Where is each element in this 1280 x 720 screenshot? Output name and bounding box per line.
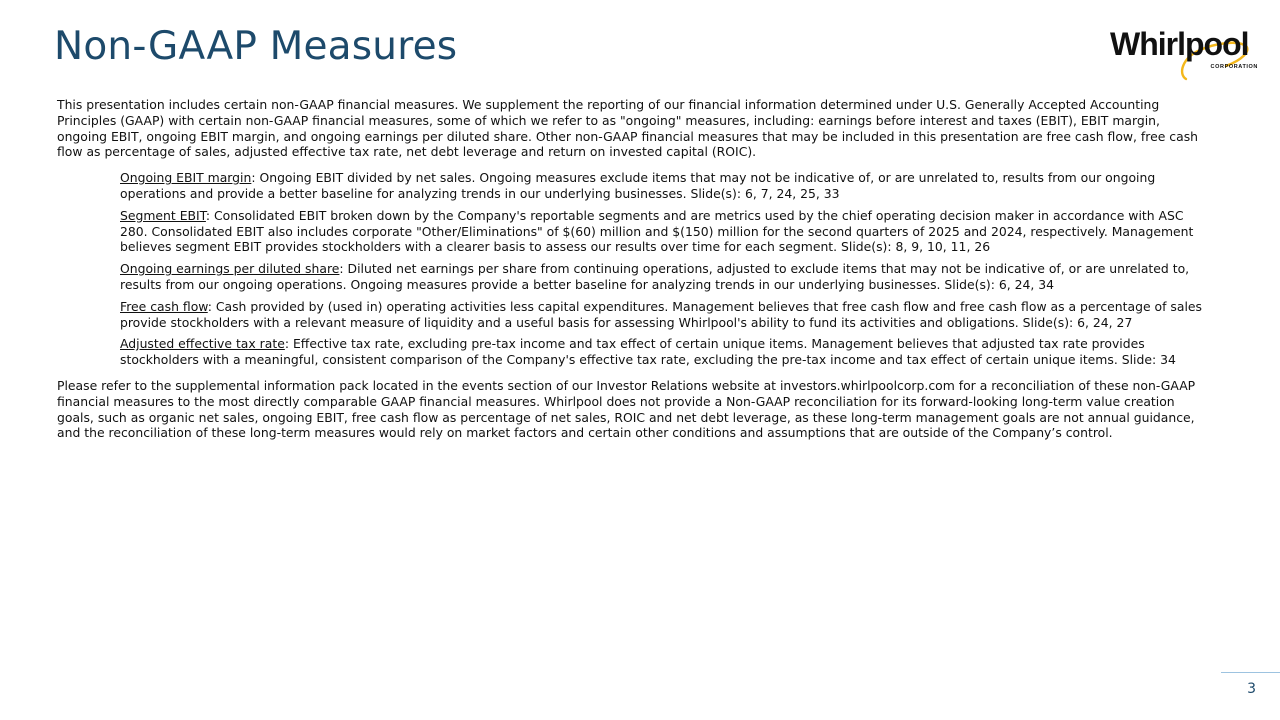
footer-divider (1221, 672, 1280, 673)
logo-wordmark: Whirlpool (1110, 26, 1249, 62)
definition-term: Free cash flow (120, 298, 208, 314)
definition-ongoing-ebit-margin (120, 170, 1207, 202)
whirlpool-logo (1108, 26, 1260, 82)
definition-ongoing-eps (120, 261, 1207, 293)
definition-text: : Consolidated EBIT broken down by the Company's reportable segments and are metrics used by the chief operating decision maker in accordance with ASC 280. Consolidated EBIT also includes corporate "Other/Eliminations" of $(60) million and $(150) million for the second quarters of 2025 and 2024, respectively. Management believes segment EBIT provides stockholders with a clearer basis to assess our results over time for each segment. Slide(s): 8, 9, 10, 11, 26 (120, 207, 1194, 255)
definition-term: Ongoing EBIT margin (120, 170, 252, 186)
definition-text: : Diluted net earnings per share from continuing operations, adjusted to exclude items that may not be indicative of, or are unrelated to, results from our ongoing operations. Ongoing measures provide a better baseline for analyzing trends in our underlying businesses. Slide(s): 6, 24, 34 (120, 261, 1190, 292)
definition-text: : Ongoing EBIT divided by net sales. Ongoing measures exclude items that may not be indicative of, or are unrelated to, results from our ongoing operations and provide a better baseline for analyzing trends in our underlying businesses. Slide(s): 6, 7, 24, 25, 33 (120, 170, 1156, 201)
closing-paragraph: Please refer to the supplemental information pack located in the events section of our Investor Relations website at investors.whirlpoolcorp.com for a reconciliation of these non-GAAP financial measures to the most directly comparable GAAP financial measures. Whirlpool does not provide a Non-GAAP reconciliation for its forward-looking long-term value creation goals, such as organic net sales, ongoing EBIT, free cash flow as percentage of net sales, ROIC and net debt leverage, as these long-term management goals are not annual guidance, and the reconciliation of these long-term measures would rely on market factors and certain other conditions and assumptions that are outside of the Company’s control. (57, 377, 1196, 441)
logo-corporation-text: CORPORATION (1210, 64, 1258, 70)
definition-free-cash-flow (120, 299, 1207, 331)
intro-paragraph: This presentation includes certain non-GAAP financial measures. We supplement the reporting of our financial information determined under U.S. Generally Accepted Accounting Principles (GAAP) with certain non-GAAP financial measures, some of which we refer to as "ongoing" measures, including: earnings before interest and taxes (EBIT), EBIT margin, ongoing EBIT, ongoing EBIT margin, and ongoing earnings per diluted share. Other non-GAAP financial measures that may be included in this presentation are free cash flow, free cash flow as percentage of sales, adjusted effective tax rate, net debt leverage and return on invested capital (ROIC). (57, 97, 1199, 160)
definition-term: Adjusted effective tax rate (120, 336, 285, 352)
definition-term: Segment EBIT (120, 207, 206, 223)
definition-text: : Cash provided by (used in) operating activities less capital expenditures. Management believes that free cash flow and free cash flow as a percentage of sales provide stockholders with a relevant measure of liquidity and a useful basis for assessing Whirlpool's ability to fund its activities and obligations. Slide(s): 6, 24, 27 (120, 298, 1202, 330)
page-title: Non-GAAP Measures (54, 24, 458, 69)
definitions-list (120, 170, 1207, 368)
definition-adjusted-effective-tax-rate (120, 336, 1207, 368)
definition-term: Ongoing earnings per diluted share (120, 261, 340, 277)
page-number: 3 (1247, 681, 1256, 697)
body-content (57, 97, 1207, 441)
definition-text: : Effective tax rate, excluding pre-tax income and tax effect of certain unique items. Management believes that adjusted tax rate provides stockholders with a meaningful, consistent comparison of the Company's effective tax rate, excluding the pre-tax income and tax effect of certain unique items. Slide: 34 (120, 336, 1176, 368)
definition-segment-ebit (120, 208, 1207, 255)
